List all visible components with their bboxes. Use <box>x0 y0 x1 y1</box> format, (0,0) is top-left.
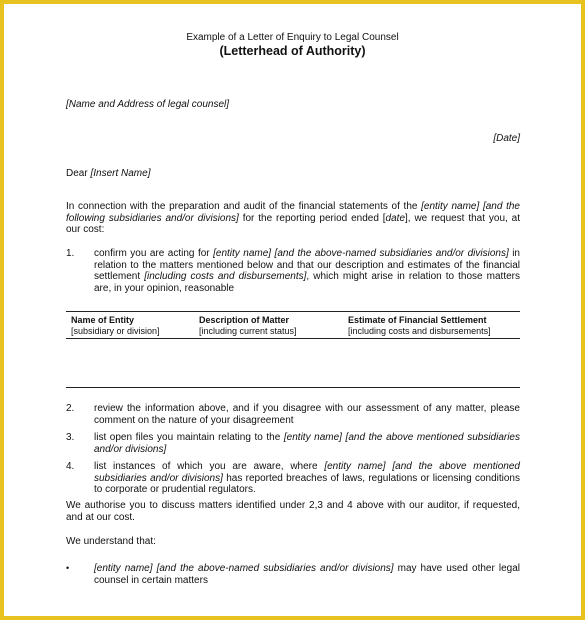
letterhead-label: (Letterhead of Authority) <box>219 44 366 58</box>
table-subheader-estimate: [including costs and disbursements] <box>348 326 491 336</box>
item-1-number: 1. <box>66 248 75 259</box>
letter-page <box>4 4 581 616</box>
table-header-entity: Name of Entity <box>71 315 135 325</box>
document-title: Example of a Letter of Enquiry to Legal Counsel <box>186 32 399 43</box>
bullet-1-text: [entity name] [and the above-named subsidiaries and/or divisions] may have used other legal counsel in certain matters <box>94 563 520 586</box>
authorise-paragraph: We authorise you to discuss matters identified under 2,3 and 4 above with our auditor, if requested, and at our cost. <box>66 500 520 523</box>
table-header-description: Description of Matter <box>199 315 290 325</box>
bullet-marker: • <box>66 563 70 573</box>
salutation: Dear [Insert Name] <box>66 168 151 179</box>
item-2-number: 2. <box>66 403 75 414</box>
item-1-text: confirm you are acting for [entity name] [and the above-named subsidiaries and/or divisions] in relation to the matters mentioned below and that our description and estimates of the financial settlement [including costs and disbursements], which might arise in relation to those matters are, in your opinion, reasonable <box>94 248 520 294</box>
item-4-text: list instances of which you are aware, where [entity name] [and the above mentioned subsidiaries and/or divisions] has reported breaches of laws, regulations or licensing conditions to corporate or prudential regulators. <box>94 461 520 495</box>
table-subheader-entity: [subsidiary or division] <box>71 326 160 336</box>
address-placeholder: [Name and Address of legal counsel] <box>66 99 230 110</box>
item-3-text: list open files you maintain relating to the [entity name] [and the above mentioned subsidiaries and/or divisions] <box>94 432 520 455</box>
understand-line: We understand that: <box>66 536 156 547</box>
table-top-rule <box>66 311 520 312</box>
item-2-text: review the information above, and if you disagree with our assessment of any matter, please comment on the nature of your disagreement <box>94 403 520 426</box>
intro-paragraph: In connection with the preparation and audit of the financial statements of the [entity name] [and the following subsidiaries and/or divisions] for the reporting period ended [date], we request that you, at our cost: <box>66 201 521 235</box>
table-header-rule <box>66 338 520 339</box>
item-3-number: 3. <box>66 432 75 443</box>
table-header-estimate: Estimate of Financial Settlement <box>348 315 487 325</box>
date-placeholder: [Date] <box>493 133 520 144</box>
table-subheader-description: [including current status] <box>199 326 297 336</box>
table-bottom-rule <box>66 387 520 388</box>
item-4-number: 4. <box>66 461 75 472</box>
